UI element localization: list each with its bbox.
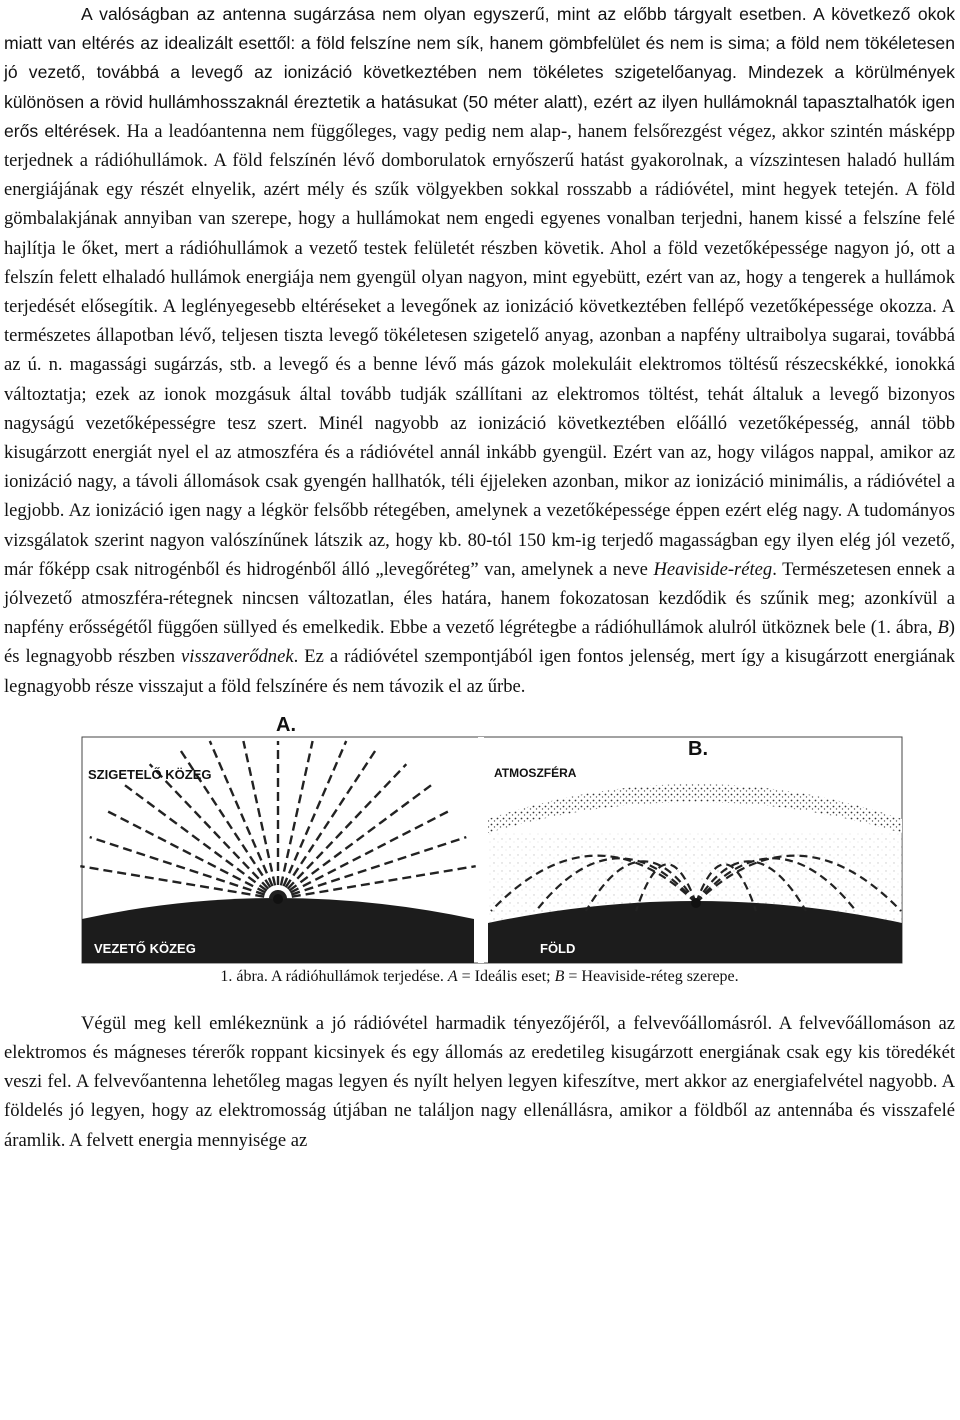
figure-ref-b: B xyxy=(937,617,949,639)
panel-a-antenna xyxy=(273,894,283,904)
paragraph-sentence-6: . Ez a rádióvétel szempontjából igen fontos jelenség, mert így a kisugárzott energiának legnagyobb része visszajut a föld felszínére és nem távozik el az űrbe. xyxy=(4,646,955,697)
panel-b-bottom-label: FÖLD xyxy=(540,940,576,956)
paragraph-sentence-4: . Természetesen ennek a jólvezető atmoszféra-rétegnek nincsen változatlan, éles határa, hanem fokozatosan kezdődik és szűnik meg; azonkívül a napfény erősségétől függően süllyed és emelkedik. Ebbe a vezető légrétegbe a rádióhullámok alulról ütköznek bele (1. ábra, xyxy=(4,558,955,639)
figure-illustration xyxy=(76,709,908,971)
reflection-term: visszaverődnek xyxy=(181,646,294,668)
paragraph-sentence-5: ) és legnagyobb részben xyxy=(4,617,955,668)
figure-1 xyxy=(4,709,955,1009)
paragraph-sentence-2: Mindezek a körülmények különösen a rövid hullámhosszaknál éreztetik a hatásukat (50 méter alatt), ezért az ilyen hullámoknál tapasztalhatók igen erős eltérések. xyxy=(4,62,955,141)
heaviside-term: Heaviside-réteg xyxy=(653,558,773,580)
panel-a-bottom-label: VEZETŐ KÖZEG xyxy=(94,940,196,956)
caption-middle: = Ideális eset; xyxy=(457,967,555,985)
caption-a: A xyxy=(447,967,458,985)
panel-a-letter: A. xyxy=(276,713,296,736)
paragraph-sentence-1: A valóságban az antenna sugárzása nem olyan egyszerű, mint az előbb tárgyalt esetben. A következő okok miatt van eltérés az idealizált esettől: a föld felszíne nem sík, hanem gömbfelület és nem is sima; a föld nem tökéletesen jó vezető, továbbá a levegő az ionizáció következtében nem tökéletes szigetelőanyag. xyxy=(4,4,955,83)
caption-b: B xyxy=(554,967,565,985)
paragraph-wave-propagation xyxy=(4,0,955,701)
panel-b-antenna xyxy=(691,898,701,908)
paragraph-sentence-3: Ha a leadóantenna nem függőleges, vagy pedig nem alap-, hanem felsőrezgést végez, akkor szintén másképp terjednek a rádióhullámok. A föld felszínén lévő domborulatok ernyőszerű hatást gyakorolnak, a vízszintesen haladó hullám energiájának egy részét elnyelik, azért mély és szűk völgyekben sokkal rosszabb a rádióvétel, mint hegyek tetején. A föld gömbalakjának annyiban van szerepe, hogy a hullámokat nem engedi egyenes vonalban terjedni, hanem kissé a felszíne felé hajlítja le őket, mert a rádióhullámok a vezető testek felületét részben követik. Ahol a föld vezetőképessége nagyon jó, ott a felszín felett elhaladó hullámok energiája nem gyengül olyan nagyon, mint egyebütt, ezért van az, hogy a tengerek a hullámok terjedését elősegítik. A leglényegesebb eltéréseket a levegőnek az ionizáció következtében fellépő vezetőképessége okozza. A természetes állapotban lévő, teljesen tiszta levegő tökéletesen szigetelő anyag, azonban a napfény ultraibolya sugarai, továbbá az ú. n. magassági sugárzás, stb. a levegő és a benne lévő más gázok molekuláit elektromos töltésű részecskékké, ionokká változtatja; ezek az ionok mozgásuk által tovább tudják szállítani az elektromos töltést, tehát általuk a levegő bizonyos nagyságú vezetőképességre tesz szert. Minél nagyobb az ionizáció következtében előálló vezetőképesség, annál több kisugárzott energiát nyel el az atmoszféra és a rádióvétel annál inkább gyengül. Ezért van az, hogy világos nappal, amikor az ionizáció nagy, a távoli állomások csak gyengén hallhatók, téli éjjeleken azonban, mikor az ionizáció minimális, a rádióvétel a legjobb. Az ionizáció igen nagy a légkör felsőbb rétegében, amelynek a vezetőképessége éppen ezért elég nagy. A tudományos vizsgálatok szerint nagyon valószínűnek látszik az, hogy kb. 80-tól 150 km-ig terjedő magasságban egy ilyen elég jól vezető, már főképp csak nitrogénből és hidrogénből álló „levegőréteg” van, amelynek a neve xyxy=(4,120,955,580)
paragraph-receiver: Végül meg kell emlékeznünk a jó rádióvétel harmadik tényezőjéről, a felvevőállomásról. A felvevőállomáson az elektromos és mágneses térerők roppant kicsinyek és egy állomás az eredetileg kisugárzott energiának csak egy kis töredékét veszi fel. A felvevőantenna lehetőleg magas legyen és nyílt helyen legyen kifeszítve, mert akkor az energiafelvétel nagyobb. A földelés jó legyen, hogy az elektromosság útjában ne találjon nagy ellenállásra, amikor a földből az antennába és visszafelé áramlik. A felvett energia mennyisége az xyxy=(4,1012,955,1151)
caption-suffix: = Heaviside-réteg szerepe. xyxy=(564,967,739,985)
panel-a-top-label: SZIGETELŐ KÖZEG xyxy=(88,766,212,782)
panel-b-letter: B. xyxy=(688,737,708,760)
figure-caption xyxy=(4,967,955,987)
caption-prefix: 1. ábra. A rádióhullámok terjedése. xyxy=(220,967,448,985)
panel-b-top-label: ATMOSZFÉRA xyxy=(494,765,577,780)
document-page xyxy=(4,0,955,1155)
